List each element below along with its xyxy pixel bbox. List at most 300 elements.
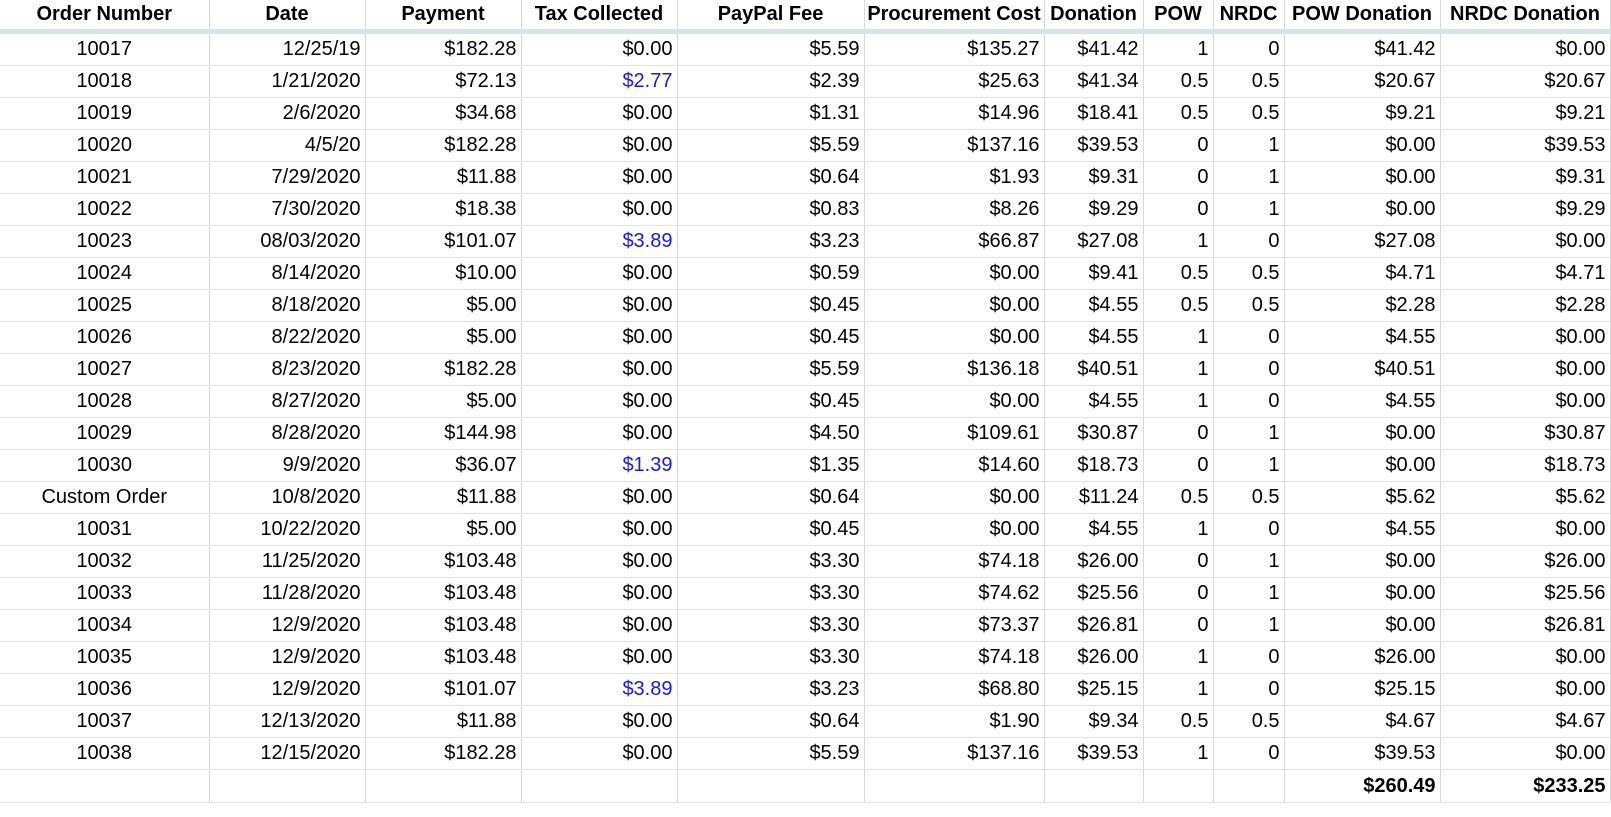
paypal-fee-cell[interactable]: $5.59 bbox=[677, 32, 864, 66]
pow-donation-cell[interactable]: $0.00 bbox=[1284, 130, 1440, 162]
pow-donation-total[interactable]: $260.49 bbox=[1284, 770, 1440, 803]
tax-collected-cell[interactable]: $0.00 bbox=[521, 386, 677, 418]
table-row bbox=[0, 610, 1610, 642]
payment-cell[interactable]: $182.28 bbox=[365, 354, 521, 386]
payment-cell[interactable]: $101.07 bbox=[365, 226, 521, 258]
tax-collected-cell[interactable]: $2.77 bbox=[521, 66, 677, 98]
table-row bbox=[0, 66, 1610, 98]
nrdc-share-cell[interactable]: 0 bbox=[1213, 642, 1284, 674]
nrdc-share-cell[interactable]: 0.5 bbox=[1213, 98, 1284, 130]
pow-share-cell[interactable]: 0 bbox=[1143, 418, 1213, 450]
pow-donation-cell[interactable]: $0.00 bbox=[1284, 418, 1440, 450]
payment-cell[interactable]: $103.48 bbox=[365, 578, 521, 610]
donation-cell[interactable]: $27.08 bbox=[1044, 226, 1143, 258]
tax-collected-cell[interactable]: $0.00 bbox=[521, 738, 677, 770]
order-number-cell[interactable]: 10023 bbox=[0, 226, 209, 258]
total-cell-empty[interactable] bbox=[521, 770, 677, 803]
tax-collected-cell[interactable]: $0.00 bbox=[521, 322, 677, 354]
payment-cell[interactable]: $144.98 bbox=[365, 418, 521, 450]
table-body bbox=[0, 32, 1610, 770]
nrdc-share-cell[interactable]: 1 bbox=[1213, 610, 1284, 642]
pow-donation-cell[interactable]: $26.00 bbox=[1284, 642, 1440, 674]
donation-cell[interactable]: $40.51 bbox=[1044, 354, 1143, 386]
date-cell[interactable]: 1/21/2020 bbox=[209, 66, 365, 98]
donation-cell[interactable]: $9.29 bbox=[1044, 194, 1143, 226]
nrdc-donation-cell[interactable]: $0.00 bbox=[1440, 32, 1610, 66]
paypal-fee-cell[interactable]: $3.30 bbox=[677, 546, 864, 578]
donation-cell[interactable]: $41.42 bbox=[1044, 32, 1143, 66]
total-cell-empty[interactable] bbox=[1044, 770, 1143, 803]
payment-cell[interactable]: $5.00 bbox=[365, 514, 521, 546]
procurement-cost-cell[interactable]: $0.00 bbox=[864, 290, 1044, 322]
date-cell[interactable]: 8/14/2020 bbox=[209, 258, 365, 290]
nrdc-donation-cell[interactable]: $0.00 bbox=[1440, 226, 1610, 258]
order-number-cell[interactable]: 10021 bbox=[0, 162, 209, 194]
paypal-fee-cell[interactable]: $5.59 bbox=[677, 354, 864, 386]
paypal-fee-cell[interactable]: $2.39 bbox=[677, 66, 864, 98]
nrdc-donation-cell[interactable]: $20.67 bbox=[1440, 66, 1610, 98]
pow-donation-cell[interactable]: $0.00 bbox=[1284, 162, 1440, 194]
pow-share-cell[interactable]: 1 bbox=[1143, 354, 1213, 386]
paypal-fee-cell[interactable]: $3.23 bbox=[677, 674, 864, 706]
donation-cell[interactable]: $4.55 bbox=[1044, 386, 1143, 418]
date-cell[interactable]: 8/27/2020 bbox=[209, 386, 365, 418]
nrdc-donation-cell[interactable]: $0.00 bbox=[1440, 322, 1610, 354]
column-header-payment[interactable]: Payment bbox=[365, 0, 521, 32]
nrdc-donation-cell[interactable]: $0.00 bbox=[1440, 642, 1610, 674]
pow-donation-cell[interactable]: $0.00 bbox=[1284, 546, 1440, 578]
nrdc-donation-cell[interactable]: $26.81 bbox=[1440, 610, 1610, 642]
column-header-paypal-fee[interactable]: PayPal Fee bbox=[677, 0, 864, 32]
donation-cell[interactable]: $18.41 bbox=[1044, 98, 1143, 130]
pow-share-cell[interactable]: 0.5 bbox=[1143, 66, 1213, 98]
tax-collected-cell[interactable]: $0.00 bbox=[521, 290, 677, 322]
column-header-pow-donation[interactable]: POW Donation bbox=[1284, 0, 1440, 32]
procurement-cost-cell[interactable]: $0.00 bbox=[864, 514, 1044, 546]
payment-cell[interactable]: $103.48 bbox=[365, 642, 521, 674]
table-row bbox=[0, 194, 1610, 226]
total-cell-empty[interactable] bbox=[0, 770, 209, 803]
procurement-cost-cell[interactable]: $0.00 bbox=[864, 386, 1044, 418]
tax-collected-cell[interactable]: $0.00 bbox=[521, 194, 677, 226]
tax-collected-cell[interactable]: $3.89 bbox=[521, 226, 677, 258]
column-header-tax-collected[interactable]: Tax Collected bbox=[521, 0, 677, 32]
nrdc-share-cell[interactable]: 0.5 bbox=[1213, 290, 1284, 322]
nrdc-share-cell[interactable]: 0.5 bbox=[1213, 706, 1284, 738]
procurement-cost-cell[interactable]: $109.61 bbox=[864, 418, 1044, 450]
table-row bbox=[0, 706, 1610, 738]
paypal-fee-cell[interactable]: $4.50 bbox=[677, 418, 864, 450]
procurement-cost-cell[interactable]: $0.00 bbox=[864, 482, 1044, 514]
payment-cell[interactable]: $101.07 bbox=[365, 674, 521, 706]
column-header-donation[interactable]: Donation bbox=[1044, 0, 1143, 32]
date-cell[interactable]: 8/28/2020 bbox=[209, 418, 365, 450]
nrdc-donation-cell[interactable]: $0.00 bbox=[1440, 514, 1610, 546]
procurement-cost-cell[interactable]: $25.63 bbox=[864, 66, 1044, 98]
donation-cell[interactable]: $25.56 bbox=[1044, 578, 1143, 610]
date-cell[interactable]: 12/15/2020 bbox=[209, 738, 365, 770]
pow-donation-cell[interactable]: $0.00 bbox=[1284, 194, 1440, 226]
payment-cell[interactable]: $182.28 bbox=[365, 738, 521, 770]
donation-cell[interactable]: $41.34 bbox=[1044, 66, 1143, 98]
paypal-fee-cell[interactable]: $0.64 bbox=[677, 162, 864, 194]
donation-cell[interactable]: $4.55 bbox=[1044, 514, 1143, 546]
pow-share-cell[interactable]: 0 bbox=[1143, 610, 1213, 642]
paypal-fee-cell[interactable]: $5.59 bbox=[677, 130, 864, 162]
pow-donation-cell[interactable]: $25.15 bbox=[1284, 674, 1440, 706]
order-number-cell[interactable]: 10031 bbox=[0, 514, 209, 546]
order-number-cell[interactable]: 10033 bbox=[0, 578, 209, 610]
nrdc-donation-cell[interactable]: $9.21 bbox=[1440, 98, 1610, 130]
nrdc-share-cell[interactable]: 0 bbox=[1213, 322, 1284, 354]
tax-collected-cell[interactable]: $3.89 bbox=[521, 674, 677, 706]
paypal-fee-cell[interactable]: $0.45 bbox=[677, 290, 864, 322]
pow-donation-cell[interactable]: $2.28 bbox=[1284, 290, 1440, 322]
donation-cell[interactable]: $11.24 bbox=[1044, 482, 1143, 514]
date-cell[interactable]: 4/5/20 bbox=[209, 130, 365, 162]
procurement-cost-cell[interactable]: $73.37 bbox=[864, 610, 1044, 642]
pow-share-cell[interactable]: 0.5 bbox=[1143, 98, 1213, 130]
total-cell-empty[interactable] bbox=[209, 770, 365, 803]
pow-share-cell[interactable]: 0.5 bbox=[1143, 706, 1213, 738]
pow-donation-cell[interactable]: $39.53 bbox=[1284, 738, 1440, 770]
nrdc-share-cell[interactable]: 0 bbox=[1213, 226, 1284, 258]
nrdc-donation-total[interactable]: $233.25 bbox=[1440, 770, 1610, 803]
procurement-cost-cell[interactable]: $137.16 bbox=[864, 130, 1044, 162]
procurement-cost-cell[interactable]: $137.16 bbox=[864, 738, 1044, 770]
procurement-cost-cell[interactable]: $14.96 bbox=[864, 98, 1044, 130]
order-number-cell[interactable]: 10027 bbox=[0, 354, 209, 386]
nrdc-donation-cell[interactable]: $25.56 bbox=[1440, 578, 1610, 610]
total-cell-empty[interactable] bbox=[1143, 770, 1213, 803]
table-row bbox=[0, 578, 1610, 610]
total-cell-empty[interactable] bbox=[677, 770, 864, 803]
pow-donation-cell[interactable]: $4.55 bbox=[1284, 386, 1440, 418]
payment-cell[interactable]: $103.48 bbox=[365, 610, 521, 642]
nrdc-donation-cell[interactable]: $18.73 bbox=[1440, 450, 1610, 482]
paypal-fee-cell[interactable]: $0.64 bbox=[677, 706, 864, 738]
payment-cell[interactable]: $11.88 bbox=[365, 482, 521, 514]
nrdc-donation-cell[interactable]: $39.53 bbox=[1440, 130, 1610, 162]
table-row bbox=[0, 642, 1610, 674]
date-cell[interactable]: 12/25/19 bbox=[209, 32, 365, 66]
paypal-fee-cell[interactable]: $0.45 bbox=[677, 322, 864, 354]
donation-cell[interactable]: $9.41 bbox=[1044, 258, 1143, 290]
table-row bbox=[0, 258, 1610, 290]
nrdc-donation-cell[interactable]: $0.00 bbox=[1440, 674, 1610, 706]
nrdc-donation-cell[interactable]: $9.31 bbox=[1440, 162, 1610, 194]
nrdc-share-cell[interactable]: 0 bbox=[1213, 354, 1284, 386]
date-cell[interactable]: 12/13/2020 bbox=[209, 706, 365, 738]
table-row bbox=[0, 98, 1610, 130]
paypal-fee-cell[interactable]: $1.31 bbox=[677, 98, 864, 130]
paypal-fee-cell[interactable]: $1.35 bbox=[677, 450, 864, 482]
procurement-cost-cell[interactable]: $0.00 bbox=[864, 258, 1044, 290]
donation-cell[interactable]: $30.87 bbox=[1044, 418, 1143, 450]
tax-collected-cell[interactable]: $0.00 bbox=[521, 578, 677, 610]
paypal-fee-cell[interactable]: $5.59 bbox=[677, 738, 864, 770]
procurement-cost-cell[interactable]: $66.87 bbox=[864, 226, 1044, 258]
table-row bbox=[0, 130, 1610, 162]
tax-collected-cell[interactable]: $0.00 bbox=[521, 130, 677, 162]
paypal-fee-cell[interactable]: $0.59 bbox=[677, 258, 864, 290]
payment-cell[interactable]: $18.38 bbox=[365, 194, 521, 226]
order-number-cell[interactable]: 10022 bbox=[0, 194, 209, 226]
procurement-cost-cell[interactable]: $14.60 bbox=[864, 450, 1044, 482]
date-cell[interactable]: 2/6/2020 bbox=[209, 98, 365, 130]
nrdc-donation-cell[interactable]: $26.00 bbox=[1440, 546, 1610, 578]
order-number-cell[interactable]: 10030 bbox=[0, 450, 209, 482]
date-cell[interactable]: 12/9/2020 bbox=[209, 610, 365, 642]
paypal-fee-cell[interactable]: $0.45 bbox=[677, 514, 864, 546]
pow-share-cell[interactable]: 0.5 bbox=[1143, 482, 1213, 514]
pow-share-cell[interactable]: 1 bbox=[1143, 322, 1213, 354]
donation-cell[interactable]: $25.15 bbox=[1044, 674, 1143, 706]
nrdc-share-cell[interactable]: 0.5 bbox=[1213, 258, 1284, 290]
procurement-cost-cell[interactable]: $0.00 bbox=[864, 322, 1044, 354]
payment-cell[interactable]: $36.07 bbox=[365, 450, 521, 482]
pow-share-cell[interactable]: 1 bbox=[1143, 674, 1213, 706]
table-row bbox=[0, 322, 1610, 354]
paypal-fee-cell[interactable]: $3.30 bbox=[677, 642, 864, 674]
pow-share-cell[interactable]: 0 bbox=[1143, 578, 1213, 610]
nrdc-donation-cell[interactable]: $0.00 bbox=[1440, 386, 1610, 418]
nrdc-share-cell[interactable]: 1 bbox=[1213, 162, 1284, 194]
paypal-fee-cell[interactable]: $0.45 bbox=[677, 386, 864, 418]
paypal-fee-cell[interactable]: $0.83 bbox=[677, 194, 864, 226]
order-number-cell[interactable]: 10026 bbox=[0, 322, 209, 354]
tax-collected-cell[interactable]: $1.39 bbox=[521, 450, 677, 482]
order-number-cell[interactable]: 10034 bbox=[0, 610, 209, 642]
table-row bbox=[0, 162, 1610, 194]
column-header-order-number[interactable]: Order Number bbox=[0, 0, 209, 32]
paypal-fee-cell[interactable]: $3.30 bbox=[677, 578, 864, 610]
column-header-pow[interactable]: POW bbox=[1143, 0, 1213, 32]
procurement-cost-cell[interactable]: $1.90 bbox=[864, 706, 1044, 738]
order-number-cell[interactable]: 10017 bbox=[0, 32, 209, 66]
nrdc-share-cell[interactable]: 0 bbox=[1213, 738, 1284, 770]
payment-cell[interactable]: $103.48 bbox=[365, 546, 521, 578]
tax-collected-cell[interactable]: $0.00 bbox=[521, 610, 677, 642]
tax-collected-cell[interactable]: $0.00 bbox=[521, 98, 677, 130]
paypal-fee-cell[interactable]: $0.64 bbox=[677, 482, 864, 514]
nrdc-share-cell[interactable]: 1 bbox=[1213, 418, 1284, 450]
pow-donation-cell[interactable]: $0.00 bbox=[1284, 450, 1440, 482]
date-cell[interactable]: 8/23/2020 bbox=[209, 354, 365, 386]
date-cell[interactable]: 8/22/2020 bbox=[209, 322, 365, 354]
table-row bbox=[0, 514, 1610, 546]
order-number-cell[interactable]: 10019 bbox=[0, 98, 209, 130]
nrdc-donation-cell[interactable]: $30.87 bbox=[1440, 418, 1610, 450]
column-header-nrdc[interactable]: NRDC bbox=[1213, 0, 1284, 32]
table-row bbox=[0, 450, 1610, 482]
payment-cell[interactable]: $34.68 bbox=[365, 98, 521, 130]
tax-collected-cell[interactable]: $0.00 bbox=[521, 258, 677, 290]
order-number-cell[interactable]: 10028 bbox=[0, 386, 209, 418]
order-number-cell[interactable]: Custom Order bbox=[0, 482, 209, 514]
tax-collected-cell[interactable]: $0.00 bbox=[521, 482, 677, 514]
table-row bbox=[0, 226, 1610, 258]
donation-cell[interactable]: $9.34 bbox=[1044, 706, 1143, 738]
nrdc-donation-cell[interactable]: $9.29 bbox=[1440, 194, 1610, 226]
date-cell[interactable]: 08/03/2020 bbox=[209, 226, 365, 258]
nrdc-share-cell[interactable]: 0 bbox=[1213, 514, 1284, 546]
nrdc-share-cell[interactable]: 0 bbox=[1213, 674, 1284, 706]
order-number-cell[interactable]: 10035 bbox=[0, 642, 209, 674]
date-cell[interactable]: 8/18/2020 bbox=[209, 290, 365, 322]
pow-donation-cell[interactable]: $4.55 bbox=[1284, 322, 1440, 354]
tax-collected-cell[interactable]: $0.00 bbox=[521, 418, 677, 450]
donation-cell[interactable]: $4.55 bbox=[1044, 290, 1143, 322]
donation-cell[interactable]: $26.00 bbox=[1044, 546, 1143, 578]
pow-share-cell[interactable]: 0.5 bbox=[1143, 258, 1213, 290]
total-cell-empty[interactable] bbox=[864, 770, 1044, 803]
column-header-procurement-cost[interactable]: Procurement Cost bbox=[864, 0, 1044, 32]
pow-donation-cell[interactable]: $0.00 bbox=[1284, 610, 1440, 642]
tax-collected-cell[interactable]: $0.00 bbox=[521, 546, 677, 578]
pow-share-cell[interactable]: 1 bbox=[1143, 514, 1213, 546]
paypal-fee-cell[interactable]: $3.23 bbox=[677, 226, 864, 258]
nrdc-share-cell[interactable]: 0 bbox=[1213, 386, 1284, 418]
table-row bbox=[0, 32, 1610, 66]
nrdc-donation-cell[interactable]: $2.28 bbox=[1440, 290, 1610, 322]
pow-donation-cell[interactable]: $41.42 bbox=[1284, 32, 1440, 66]
nrdc-share-cell[interactable]: 1 bbox=[1213, 130, 1284, 162]
payment-cell[interactable]: $5.00 bbox=[365, 386, 521, 418]
pow-share-cell[interactable]: 1 bbox=[1143, 386, 1213, 418]
payment-cell[interactable]: $72.13 bbox=[365, 66, 521, 98]
pow-share-cell[interactable]: 0 bbox=[1143, 194, 1213, 226]
order-number-cell[interactable]: 10036 bbox=[0, 674, 209, 706]
tax-collected-cell[interactable]: $0.00 bbox=[521, 162, 677, 194]
nrdc-share-cell[interactable]: 0 bbox=[1213, 32, 1284, 66]
donation-cell[interactable]: $39.53 bbox=[1044, 130, 1143, 162]
table-row bbox=[0, 738, 1610, 770]
nrdc-donation-cell[interactable]: $0.00 bbox=[1440, 354, 1610, 386]
nrdc-donation-cell[interactable]: $4.71 bbox=[1440, 258, 1610, 290]
total-cell-empty[interactable] bbox=[365, 770, 521, 803]
donation-cell[interactable]: $9.31 bbox=[1044, 162, 1143, 194]
table-row bbox=[0, 290, 1610, 322]
pow-donation-cell[interactable]: $27.08 bbox=[1284, 226, 1440, 258]
pow-share-cell[interactable]: 1 bbox=[1143, 226, 1213, 258]
date-cell[interactable]: 12/9/2020 bbox=[209, 674, 365, 706]
payment-cell[interactable]: $182.28 bbox=[365, 32, 521, 66]
date-cell[interactable]: 11/25/2020 bbox=[209, 546, 365, 578]
table-row bbox=[0, 418, 1610, 450]
donation-cell[interactable]: $26.81 bbox=[1044, 610, 1143, 642]
procurement-cost-cell[interactable]: $68.80 bbox=[864, 674, 1044, 706]
payment-cell[interactable]: $11.88 bbox=[365, 162, 521, 194]
payment-cell[interactable]: $182.28 bbox=[365, 130, 521, 162]
total-cell-empty[interactable] bbox=[1213, 770, 1284, 803]
pow-share-cell[interactable]: 0 bbox=[1143, 546, 1213, 578]
pow-share-cell[interactable]: 0 bbox=[1143, 162, 1213, 194]
tax-collected-cell[interactable]: $0.00 bbox=[521, 642, 677, 674]
pow-share-cell[interactable]: 1 bbox=[1143, 32, 1213, 66]
nrdc-share-cell[interactable]: 1 bbox=[1213, 450, 1284, 482]
order-number-cell[interactable]: 10018 bbox=[0, 66, 209, 98]
nrdc-share-cell[interactable]: 0.5 bbox=[1213, 66, 1284, 98]
order-number-cell[interactable]: 10038 bbox=[0, 738, 209, 770]
date-cell[interactable]: 7/29/2020 bbox=[209, 162, 365, 194]
pow-share-cell[interactable]: 0 bbox=[1143, 450, 1213, 482]
date-cell[interactable]: 10/22/2020 bbox=[209, 514, 365, 546]
pow-donation-cell[interactable]: $4.55 bbox=[1284, 514, 1440, 546]
donation-cell[interactable]: $4.55 bbox=[1044, 322, 1143, 354]
pow-share-cell[interactable]: 1 bbox=[1143, 642, 1213, 674]
nrdc-share-cell[interactable]: 1 bbox=[1213, 546, 1284, 578]
totals-row bbox=[0, 770, 1610, 803]
date-cell[interactable]: 9/9/2020 bbox=[209, 450, 365, 482]
table-row bbox=[0, 386, 1610, 418]
pow-share-cell[interactable]: 1 bbox=[1143, 738, 1213, 770]
pow-donation-cell[interactable]: $0.00 bbox=[1284, 578, 1440, 610]
procurement-cost-cell[interactable]: $74.18 bbox=[864, 546, 1044, 578]
nrdc-donation-cell[interactable]: $0.00 bbox=[1440, 738, 1610, 770]
procurement-cost-cell[interactable]: $1.93 bbox=[864, 162, 1044, 194]
procurement-cost-cell[interactable]: $135.27 bbox=[864, 32, 1044, 66]
pow-donation-cell[interactable]: $40.51 bbox=[1284, 354, 1440, 386]
procurement-cost-cell[interactable]: $136.18 bbox=[864, 354, 1044, 386]
tax-collected-cell[interactable]: $0.00 bbox=[521, 32, 677, 66]
tax-collected-cell[interactable]: $0.00 bbox=[521, 514, 677, 546]
procurement-cost-cell[interactable]: $8.26 bbox=[864, 194, 1044, 226]
payment-cell[interactable]: $5.00 bbox=[365, 322, 521, 354]
table-row bbox=[0, 674, 1610, 706]
payment-cell[interactable]: $10.00 bbox=[365, 258, 521, 290]
date-cell[interactable]: 10/8/2020 bbox=[209, 482, 365, 514]
table-row bbox=[0, 546, 1610, 578]
donation-cell[interactable]: $26.00 bbox=[1044, 642, 1143, 674]
pow-share-cell[interactable]: 0.5 bbox=[1143, 290, 1213, 322]
order-number-cell[interactable]: 10029 bbox=[0, 418, 209, 450]
pow-donation-cell[interactable]: $4.71 bbox=[1284, 258, 1440, 290]
nrdc-share-cell[interactable]: 0.5 bbox=[1213, 482, 1284, 514]
date-cell[interactable]: 12/9/2020 bbox=[209, 642, 365, 674]
pow-share-cell[interactable]: 0 bbox=[1143, 130, 1213, 162]
pow-donation-cell[interactable]: $20.67 bbox=[1284, 66, 1440, 98]
nrdc-donation-cell[interactable]: $5.62 bbox=[1440, 482, 1610, 514]
payment-cell[interactable]: $11.88 bbox=[365, 706, 521, 738]
procurement-cost-cell[interactable]: $74.18 bbox=[864, 642, 1044, 674]
header-row bbox=[0, 0, 1610, 32]
order-number-cell[interactable]: 10024 bbox=[0, 258, 209, 290]
column-header-date[interactable]: Date bbox=[209, 0, 365, 32]
nrdc-share-cell[interactable]: 1 bbox=[1213, 194, 1284, 226]
order-number-cell[interactable]: 10032 bbox=[0, 546, 209, 578]
pow-donation-cell[interactable]: $9.21 bbox=[1284, 98, 1440, 130]
donation-cell[interactable]: $39.53 bbox=[1044, 738, 1143, 770]
tax-collected-cell[interactable]: $0.00 bbox=[521, 706, 677, 738]
order-number-cell[interactable]: 10025 bbox=[0, 290, 209, 322]
donation-cell[interactable]: $18.73 bbox=[1044, 450, 1143, 482]
paypal-fee-cell[interactable]: $3.30 bbox=[677, 610, 864, 642]
tax-collected-cell[interactable]: $0.00 bbox=[521, 354, 677, 386]
pow-donation-cell[interactable]: $4.67 bbox=[1284, 706, 1440, 738]
table-row bbox=[0, 482, 1610, 514]
procurement-cost-cell[interactable]: $74.62 bbox=[864, 578, 1044, 610]
column-header-nrdc-donation[interactable]: NRDC Donation bbox=[1440, 0, 1610, 32]
payment-cell[interactable]: $5.00 bbox=[365, 290, 521, 322]
date-cell[interactable]: 11/28/2020 bbox=[209, 578, 365, 610]
date-cell[interactable]: 7/30/2020 bbox=[209, 194, 365, 226]
nrdc-share-cell[interactable]: 1 bbox=[1213, 578, 1284, 610]
nrdc-donation-cell[interactable]: $4.67 bbox=[1440, 706, 1610, 738]
order-number-cell[interactable]: 10020 bbox=[0, 130, 209, 162]
pow-donation-cell[interactable]: $5.62 bbox=[1284, 482, 1440, 514]
order-number-cell[interactable]: 10037 bbox=[0, 706, 209, 738]
